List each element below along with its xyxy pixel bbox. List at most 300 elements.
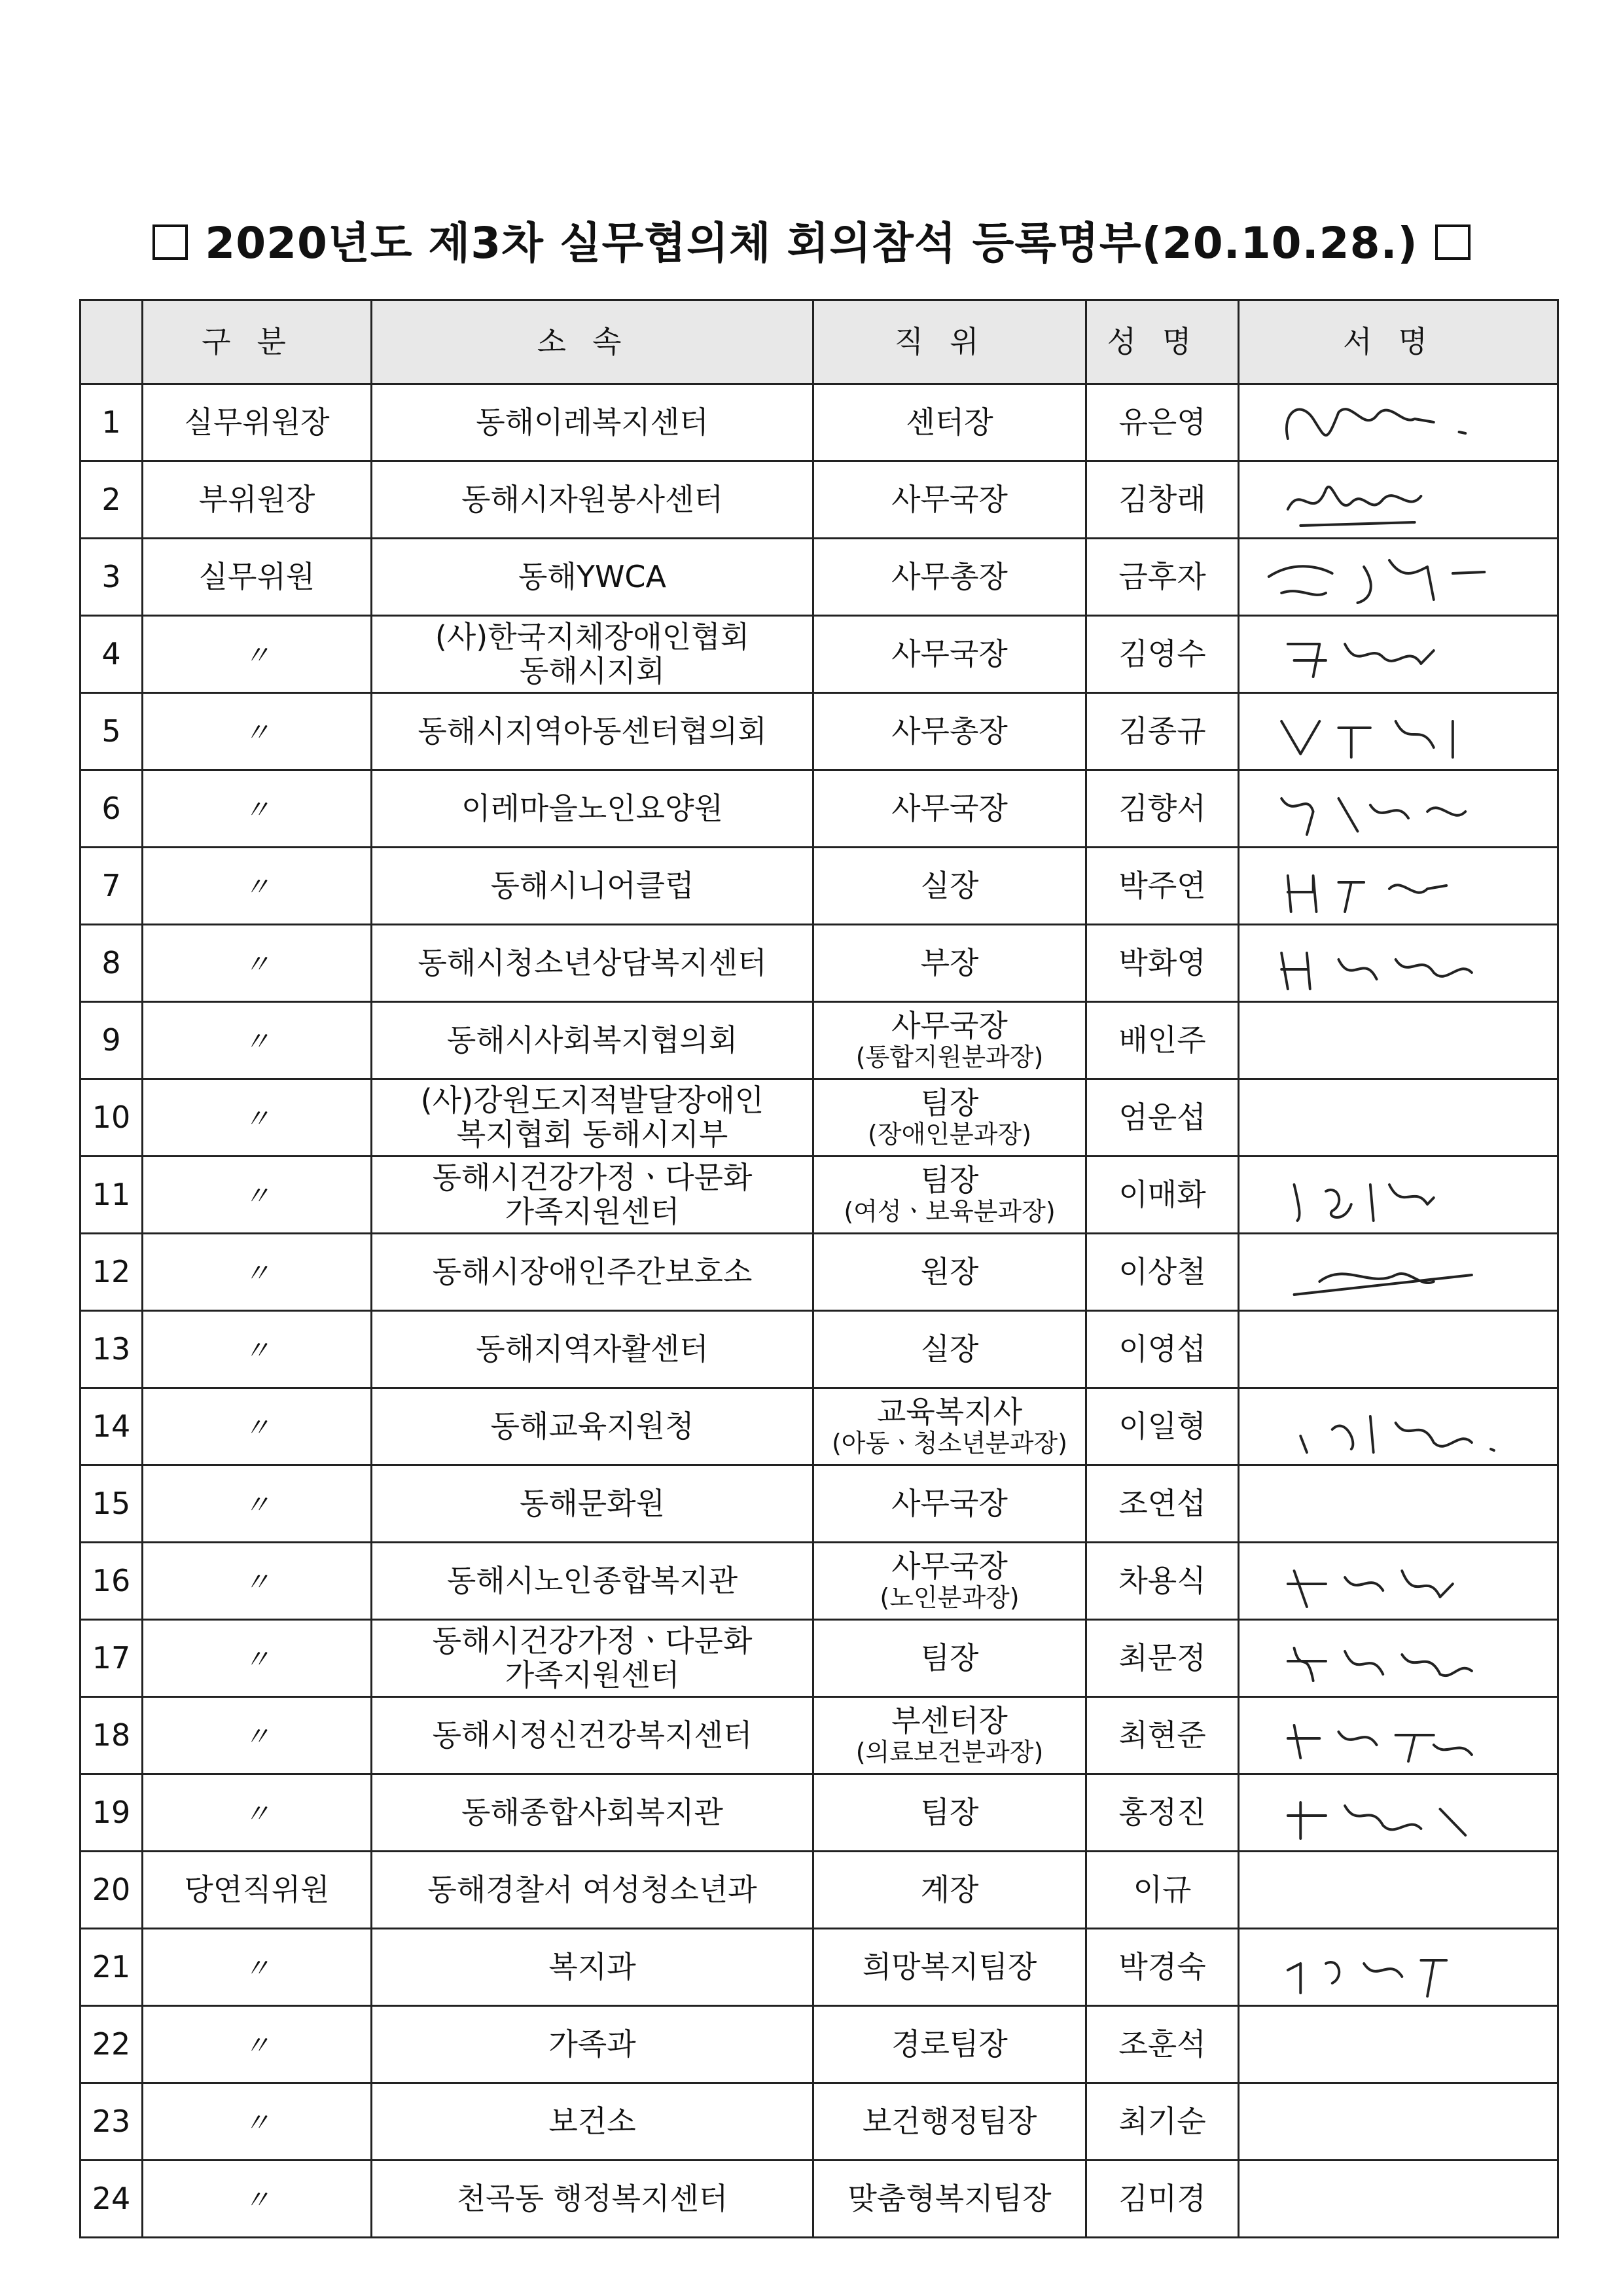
row-affiliation-text: 동해시자원봉사센터 (461, 481, 723, 517)
row-affiliation-text: 동해시장애인주간보호소 (432, 1253, 753, 1289)
row-category (143, 2083, 372, 2161)
row-position-text: 실장 (920, 867, 979, 903)
row-category (143, 1234, 372, 1311)
row-signature (1239, 1079, 1558, 1157)
row-position-text: 맞춤형복지팀장 (847, 2180, 1052, 2216)
title-text: 2020년도 제3차 실무협의체 회의참석 등록명부(20.10.28.) (205, 218, 1418, 268)
row-position-subtitle: (의료보건분과장) (855, 1737, 1044, 1767)
row-number-text: 1 (101, 404, 121, 440)
row-affiliation-line2: 동해시지회 (519, 653, 666, 689)
row-name-text: 이영섭 (1118, 1331, 1206, 1367)
row-category (143, 693, 372, 770)
row-position (813, 461, 1086, 539)
row-position-text: 팀장 (920, 1162, 979, 1198)
row-affiliation (372, 1774, 813, 1852)
title-right-box (1435, 224, 1471, 260)
row-category-text: 〃 (243, 1953, 270, 1984)
table-body (80, 384, 1558, 2238)
row-category-text: 〃 (243, 1721, 270, 1752)
row-number-text: 8 (101, 944, 121, 980)
row-number-text: 13 (92, 1331, 131, 1367)
row-affiliation (372, 1929, 813, 2006)
row-position (813, 539, 1086, 616)
row-number (80, 1157, 143, 1234)
table-row (80, 1002, 1558, 1079)
row-position (813, 1079, 1086, 1157)
signature-stroke (1281, 953, 1472, 989)
row-position-text: 팀장 (920, 1640, 979, 1676)
row-name-text: 이일형 (1118, 1408, 1206, 1444)
row-name-text: 이상철 (1118, 1253, 1206, 1289)
row-position (813, 384, 1086, 461)
row-name (1086, 1543, 1239, 1620)
signature-scribble (1243, 1622, 1553, 1695)
row-name (1086, 461, 1239, 539)
row-affiliation (372, 770, 813, 848)
signature-scribble (1243, 1699, 1553, 1772)
row-category-text: 실무위원 (198, 558, 315, 594)
row-category-text: 〃 (243, 640, 270, 671)
row-affiliation-text: 동해교육지원청 (490, 1408, 694, 1444)
row-number-text: 12 (92, 1253, 131, 1289)
signature-stroke (1281, 721, 1453, 757)
row-position (813, 1388, 1086, 1465)
row-name-text: 김창래 (1118, 481, 1206, 517)
row-category (143, 1311, 372, 1388)
row-category (143, 539, 372, 616)
row-name-text: 박화영 (1118, 944, 1206, 980)
row-number (80, 1620, 143, 1697)
row-name (1086, 1852, 1239, 1929)
row-category (143, 1079, 372, 1157)
signature-stroke (1288, 876, 1446, 912)
row-signature (1239, 848, 1558, 925)
row-affiliation-text: 보건소 (548, 2103, 636, 2139)
row-affiliation-text: 동해시사회복지협의회 (446, 1022, 738, 1058)
row-affiliation-text: 천곡동 행정복지센터 (456, 2180, 728, 2216)
row-affiliation-text: 동해시노인종합복지관 (446, 1562, 738, 1598)
row-number (80, 1774, 143, 1852)
table-row (80, 1465, 1558, 1543)
row-signature (1239, 1234, 1558, 1311)
signature-scribble (1243, 695, 1553, 768)
row-affiliation (372, 1543, 813, 1620)
row-name-text: 이규 (1133, 1871, 1192, 1907)
signature-stroke (1288, 1648, 1472, 1681)
row-category (143, 1620, 372, 1697)
header-position: 직위 (813, 300, 1086, 384)
row-name-text: 김미경 (1118, 2180, 1206, 2216)
row-affiliation (372, 848, 813, 925)
row-affiliation-text: 동해문화원 (519, 1485, 666, 1521)
table-row (80, 2006, 1558, 2083)
row-name (1086, 384, 1239, 461)
row-category-text: 〃 (243, 1799, 270, 1829)
row-name-text: 최현준 (1118, 1717, 1206, 1753)
row-signature (1239, 2083, 1558, 2161)
row-number-text: 4 (101, 636, 121, 672)
row-number-text: 2 (101, 481, 121, 517)
row-number (80, 1697, 143, 1774)
row-affiliation-text: 동해시건강가정ㆍ다문화 (432, 1159, 753, 1195)
row-signature (1239, 384, 1558, 461)
table-row (80, 2083, 1558, 2161)
row-affiliation-line2: 복지협회 동해시지부 (456, 1116, 728, 1152)
row-category-text: 〃 (243, 795, 270, 825)
row-number (80, 1234, 143, 1311)
row-signature (1239, 770, 1558, 848)
row-number-text: 11 (92, 1176, 131, 1212)
row-name (1086, 1465, 1239, 1543)
signature-stroke (1288, 1960, 1446, 1996)
row-affiliation-text: 동해지역자활센터 (476, 1331, 709, 1367)
table-row (80, 616, 1558, 693)
signature-scribble (1243, 1545, 1553, 1618)
row-number (80, 616, 143, 693)
row-name (1086, 693, 1239, 770)
row-signature (1239, 539, 1558, 616)
row-category-text: 〃 (243, 949, 270, 980)
row-category-text: 〃 (243, 717, 270, 748)
row-position (813, 1929, 1086, 2006)
row-name-text: 최기순 (1118, 2103, 1206, 2139)
row-position-text: 부센터장 (891, 1703, 1008, 1739)
row-position-subtitle: (통합지원분과장) (855, 1042, 1044, 1071)
row-signature (1239, 1774, 1558, 1852)
row-number (80, 1311, 143, 1388)
row-affiliation (372, 1002, 813, 1079)
row-affiliation (372, 1388, 813, 1465)
row-position-text: 센터장 (906, 404, 993, 440)
row-number (80, 2083, 143, 2161)
header-name: 성명 (1086, 300, 1239, 384)
row-number (80, 2006, 143, 2083)
row-category-text: 〃 (243, 1490, 270, 1520)
row-category (143, 2006, 372, 2083)
row-position-text: 팀장 (920, 1085, 979, 1121)
row-category (143, 925, 372, 1002)
row-category-text: 실무위원장 (184, 404, 330, 440)
row-number-text: 15 (92, 1485, 131, 1521)
row-signature (1239, 1002, 1558, 1079)
row-number-text: 24 (92, 2180, 131, 2216)
table-row (80, 1852, 1558, 1929)
row-name (1086, 1079, 1239, 1157)
row-signature (1239, 461, 1558, 539)
row-name (1086, 1311, 1239, 1388)
row-position (813, 1234, 1086, 1311)
row-number-text: 17 (92, 1640, 131, 1676)
row-name (1086, 616, 1239, 693)
row-name-text: 박주연 (1118, 867, 1206, 903)
row-name-text: 차용식 (1118, 1562, 1206, 1598)
row-affiliation-text: 동해시지역아동센터협의회 (418, 713, 767, 749)
row-category-text: 〃 (243, 2108, 270, 2138)
row-number-text: 6 (101, 790, 121, 826)
signature-scribble (1243, 1776, 1553, 1850)
table-row (80, 1311, 1558, 1388)
row-signature (1239, 1465, 1558, 1543)
row-category-text: 〃 (243, 1258, 270, 1289)
row-number-text: 3 (101, 558, 121, 594)
row-affiliation-text: 가족과 (548, 2026, 636, 2062)
row-affiliation (372, 925, 813, 1002)
row-number-text: 14 (92, 1408, 131, 1444)
signature-scribble (1243, 463, 1553, 537)
row-position-text: 사무총장 (891, 558, 1008, 594)
row-affiliation-text: (사)한국지체장애인협회 (435, 619, 750, 655)
row-position (813, 1157, 1086, 1234)
row-position-subtitle: (여성ㆍ보육분과장) (844, 1196, 1056, 1226)
row-name-text: 김향서 (1118, 790, 1206, 826)
signature-scribble (1243, 1158, 1553, 1232)
row-affiliation-text: 복지과 (548, 1948, 636, 1984)
row-name (1086, 2161, 1239, 2238)
row-position-text: 사무국장 (891, 1549, 1008, 1585)
attendance-table (79, 299, 1559, 2238)
row-name-text: 금후자 (1118, 558, 1206, 594)
row-name-text: 배인주 (1118, 1022, 1206, 1058)
row-number-text: 16 (92, 1562, 131, 1598)
row-affiliation (372, 2161, 813, 2238)
signature-stroke (1269, 560, 1485, 603)
table-row (80, 848, 1558, 925)
row-position (813, 1697, 1086, 1774)
row-position-text: 보건행정팀장 (862, 2103, 1037, 2139)
row-category (143, 848, 372, 925)
row-affiliation (372, 1620, 813, 1697)
signature-stroke (1300, 1416, 1494, 1452)
row-position (813, 2083, 1086, 2161)
table-header (80, 300, 1558, 384)
row-number (80, 1079, 143, 1157)
row-number (80, 693, 143, 770)
row-name (1086, 770, 1239, 848)
row-signature (1239, 693, 1558, 770)
table-row (80, 1774, 1558, 1852)
row-number-text: 9 (101, 1022, 121, 1058)
row-affiliation (372, 384, 813, 461)
row-number (80, 770, 143, 848)
row-affiliation-text: 동해시니어클럽 (490, 867, 694, 903)
table-row (80, 1388, 1558, 1465)
table-row (80, 770, 1558, 848)
header-affiliation: 소속 (372, 300, 813, 384)
row-category-text: 〃 (243, 1026, 270, 1057)
row-affiliation (372, 616, 813, 693)
row-number-text: 19 (92, 1794, 131, 1830)
row-number-text: 20 (92, 1871, 131, 1907)
table-row (80, 384, 1558, 461)
row-affiliation (372, 1852, 813, 1929)
row-position-text: 사무국장 (891, 481, 1008, 517)
table-row (80, 1157, 1558, 1234)
row-name-text: 김영수 (1118, 636, 1206, 672)
row-affiliation (372, 1697, 813, 1774)
row-name-text: 조훈석 (1118, 2026, 1206, 2062)
row-number (80, 2161, 143, 2238)
row-affiliation-text: 동해이레복지센터 (476, 404, 709, 440)
row-affiliation (372, 2006, 813, 2083)
row-affiliation-text: 이레마을노인요양원 (461, 790, 723, 826)
row-position (813, 1543, 1086, 1620)
row-signature (1239, 616, 1558, 693)
row-position-text: 사무국장 (891, 790, 1008, 826)
table-row (80, 539, 1558, 616)
row-number (80, 384, 143, 461)
row-name (1086, 1929, 1239, 2006)
row-position (813, 1311, 1086, 1388)
signature-scribble (1243, 1390, 1553, 1463)
row-position-text: 경로팀장 (891, 2026, 1008, 2062)
row-category-text: 당연직위원 (184, 1871, 330, 1907)
row-position-text: 사무국장 (891, 636, 1008, 672)
row-number-text: 18 (92, 1717, 131, 1753)
row-affiliation-text: 동해시청소년상담복지센터 (418, 944, 767, 980)
row-name-text: 김종규 (1118, 713, 1206, 749)
row-signature (1239, 2006, 1558, 2083)
signature-scribble (1243, 541, 1553, 614)
row-signature (1239, 1311, 1558, 1388)
row-number (80, 848, 143, 925)
row-position (813, 616, 1086, 693)
table-row (80, 461, 1558, 539)
row-affiliation (372, 1157, 813, 1234)
row-number-text: 23 (92, 2103, 131, 2139)
table-row (80, 2161, 1558, 2238)
row-category-text: 〃 (243, 1181, 270, 1211)
row-affiliation-line2: 가족지원센터 (505, 1193, 680, 1229)
signature-scribble (1243, 1931, 1553, 2004)
signature-stroke (1288, 486, 1421, 525)
table-row (80, 1234, 1558, 1311)
signature-stroke (1281, 798, 1465, 834)
row-number (80, 1929, 143, 2006)
row-number-text: 10 (92, 1099, 131, 1135)
row-position (813, 1465, 1086, 1543)
signature-scribble (1243, 1236, 1553, 1309)
row-position-text: 사무총장 (891, 713, 1008, 749)
row-affiliation (372, 693, 813, 770)
row-category-text: 부위원장 (198, 481, 315, 517)
row-position-subtitle: (아동ㆍ청소년분과장) (831, 1428, 1068, 1458)
row-number (80, 1465, 143, 1543)
row-position (813, 2161, 1086, 2238)
table-row (80, 1929, 1558, 2006)
row-name (1086, 2083, 1239, 2161)
row-signature (1239, 2161, 1558, 2238)
row-position (813, 1002, 1086, 1079)
row-position-text: 원장 (920, 1253, 979, 1289)
row-name (1086, 1697, 1239, 1774)
signature-stroke (1288, 1803, 1465, 1839)
row-position (813, 1852, 1086, 1929)
row-affiliation (372, 2083, 813, 2161)
row-category (143, 1002, 372, 1079)
row-name (1086, 1774, 1239, 1852)
row-name-text: 최문정 (1118, 1640, 1206, 1676)
row-category (143, 770, 372, 848)
row-affiliation (372, 1079, 813, 1157)
row-affiliation (372, 1311, 813, 1388)
row-category (143, 616, 372, 693)
row-category-text: 〃 (243, 1567, 270, 1598)
signature-stroke (1288, 1571, 1453, 1607)
row-affiliation (372, 1234, 813, 1311)
table-row (80, 1697, 1558, 1774)
row-name-text: 이매화 (1118, 1176, 1206, 1212)
row-affiliation-text: 동해시건강가정ㆍ다문화 (432, 1623, 753, 1659)
table-row (80, 925, 1558, 1002)
signature-stroke (1288, 644, 1434, 677)
header-signature: 서명 (1239, 300, 1558, 384)
row-category (143, 1929, 372, 2006)
row-category-text: 〃 (243, 872, 270, 903)
row-signature (1239, 1697, 1558, 1774)
row-position-text: 사무국장 (891, 1485, 1008, 1521)
header-no (80, 300, 143, 384)
row-name (1086, 925, 1239, 1002)
row-name-text: 조연섭 (1118, 1485, 1206, 1521)
row-number (80, 1002, 143, 1079)
row-name (1086, 1002, 1239, 1079)
row-name-text: 박경숙 (1118, 1948, 1206, 1984)
row-signature (1239, 925, 1558, 1002)
row-category-text: 〃 (243, 1335, 270, 1366)
row-number-text: 21 (92, 1948, 131, 1984)
row-number (80, 461, 143, 539)
row-signature (1239, 1852, 1558, 1929)
title-left-box (152, 224, 188, 260)
row-position (813, 1620, 1086, 1697)
row-number (80, 539, 143, 616)
signature-stroke (1287, 409, 1465, 439)
row-position-subtitle: (노인분과장) (880, 1583, 1020, 1612)
row-category (143, 1543, 372, 1620)
row-category (143, 384, 372, 461)
row-affiliation (372, 1465, 813, 1543)
row-affiliation-text: (사)강원도지적발달장애인 (420, 1082, 764, 1118)
row-position-text: 실장 (920, 1331, 979, 1367)
row-number (80, 1543, 143, 1620)
row-category (143, 1388, 372, 1465)
header-category: 구분 (143, 300, 372, 384)
row-category (143, 461, 372, 539)
row-category (143, 1465, 372, 1543)
row-position (813, 1774, 1086, 1852)
row-name (1086, 1388, 1239, 1465)
row-affiliation-text: 동해시정신건강복지센터 (432, 1717, 753, 1753)
row-name-text: 엄운섭 (1118, 1099, 1206, 1135)
row-signature (1239, 1157, 1558, 1234)
signature-scribble (1243, 850, 1553, 923)
row-number-text: 5 (101, 713, 121, 749)
row-number (80, 1388, 143, 1465)
row-position-text: 희망복지팀장 (862, 1948, 1037, 1984)
row-signature (1239, 1929, 1558, 2006)
row-category-text: 〃 (243, 2185, 270, 2215)
row-number-text: 7 (101, 867, 121, 903)
row-affiliation-text: 동해YWCA (518, 558, 667, 594)
row-category (143, 1852, 372, 1929)
signature-scribble (1243, 927, 1553, 1000)
row-position (813, 770, 1086, 848)
signature-stroke (1294, 1273, 1472, 1294)
row-category (143, 1157, 372, 1234)
row-name-text: 유은영 (1118, 404, 1206, 440)
table-row (80, 1620, 1558, 1697)
row-category (143, 2161, 372, 2238)
